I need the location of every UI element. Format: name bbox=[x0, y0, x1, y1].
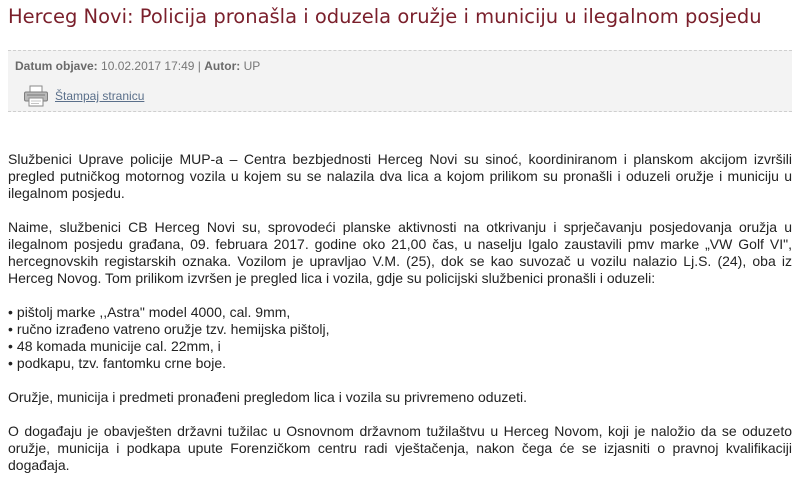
article-paragraph: Naime, službenici CB Herceg Novi su, sprovodeći planske aktivnosti na otkrivanju i sprječavanju posjedovanja oružja u ilegalnom posjedu građana, 09. februara 2017. godine oko 21,00 čas, u naselju Igalo zaustavili pmv marke „VW Golf VI", hercegnovskih registarskih oznaka. Vozilom je upravljao V.M. (25), dok se kao suvozač u vozilu nalazio Lj.S. (24), oba iz Herceg Novog. Tom prilikom izvršen je pregled lica i vozila, gdje su policijski službenici pronašli i oduzeli: bbox=[8, 219, 792, 286]
seized-items-list bbox=[8, 304, 792, 372]
list-item: • pištolj marke ,,Astra" model 4000, cal. 9mm, bbox=[8, 304, 792, 321]
date-label: Datum objave: bbox=[15, 59, 98, 73]
article-meta-box bbox=[8, 50, 792, 112]
date-value: 10.02.2017 17:49 bbox=[101, 59, 195, 73]
author-label: Autor: bbox=[204, 59, 241, 73]
list-item: • 48 komada municije cal. 22mm, i bbox=[8, 338, 792, 355]
list-item: • podkapu, tzv. fantomku crne boje. bbox=[8, 355, 792, 372]
article-paragraph: Službenici Uprave policije MUP-a – Centra bezbjednosti Herceg Novi su sinoć, koordiniranom i planskom akcijom izvršili pregled putničkog motornog vozila u kojem su se nalazila dva lica a kojom prilikom su pronašli i oduzeli oružje i municiju u ilegalnom posjedu. bbox=[8, 151, 792, 201]
print-action[interactable] bbox=[23, 84, 144, 108]
author-value: UP bbox=[243, 59, 261, 73]
meta-separator: | bbox=[197, 59, 201, 73]
list-item: • ručno izrađeno vatreno oružje tzv. hemijska pištolj, bbox=[8, 321, 792, 338]
printer-icon[interactable] bbox=[23, 85, 49, 107]
article-paragraph: Oružje, municija i predmeti pronađeni pregledom lica i vozila su privremeno oduzeti. bbox=[8, 389, 528, 405]
print-page-link[interactable]: Štampaj stranicu bbox=[55, 89, 145, 103]
article-title: Herceg Novi: Policija pronašla i oduzela oružje i municiju u ilegalnom posjedu bbox=[8, 5, 762, 28]
article-paragraph: O događaju je obavješten državni tužilac u Osnovnom državnom tužilaštvu u Herceg Novom, koji je naložio da se oduzeto oružje, municija i podkapa upute Forenzičkom centru radi vještačenja, nakon čega će se izjasniti o pravnoj kvalifikaciji događaja. bbox=[8, 423, 792, 473]
article-meta bbox=[15, 59, 260, 73]
article-body bbox=[8, 151, 792, 491]
